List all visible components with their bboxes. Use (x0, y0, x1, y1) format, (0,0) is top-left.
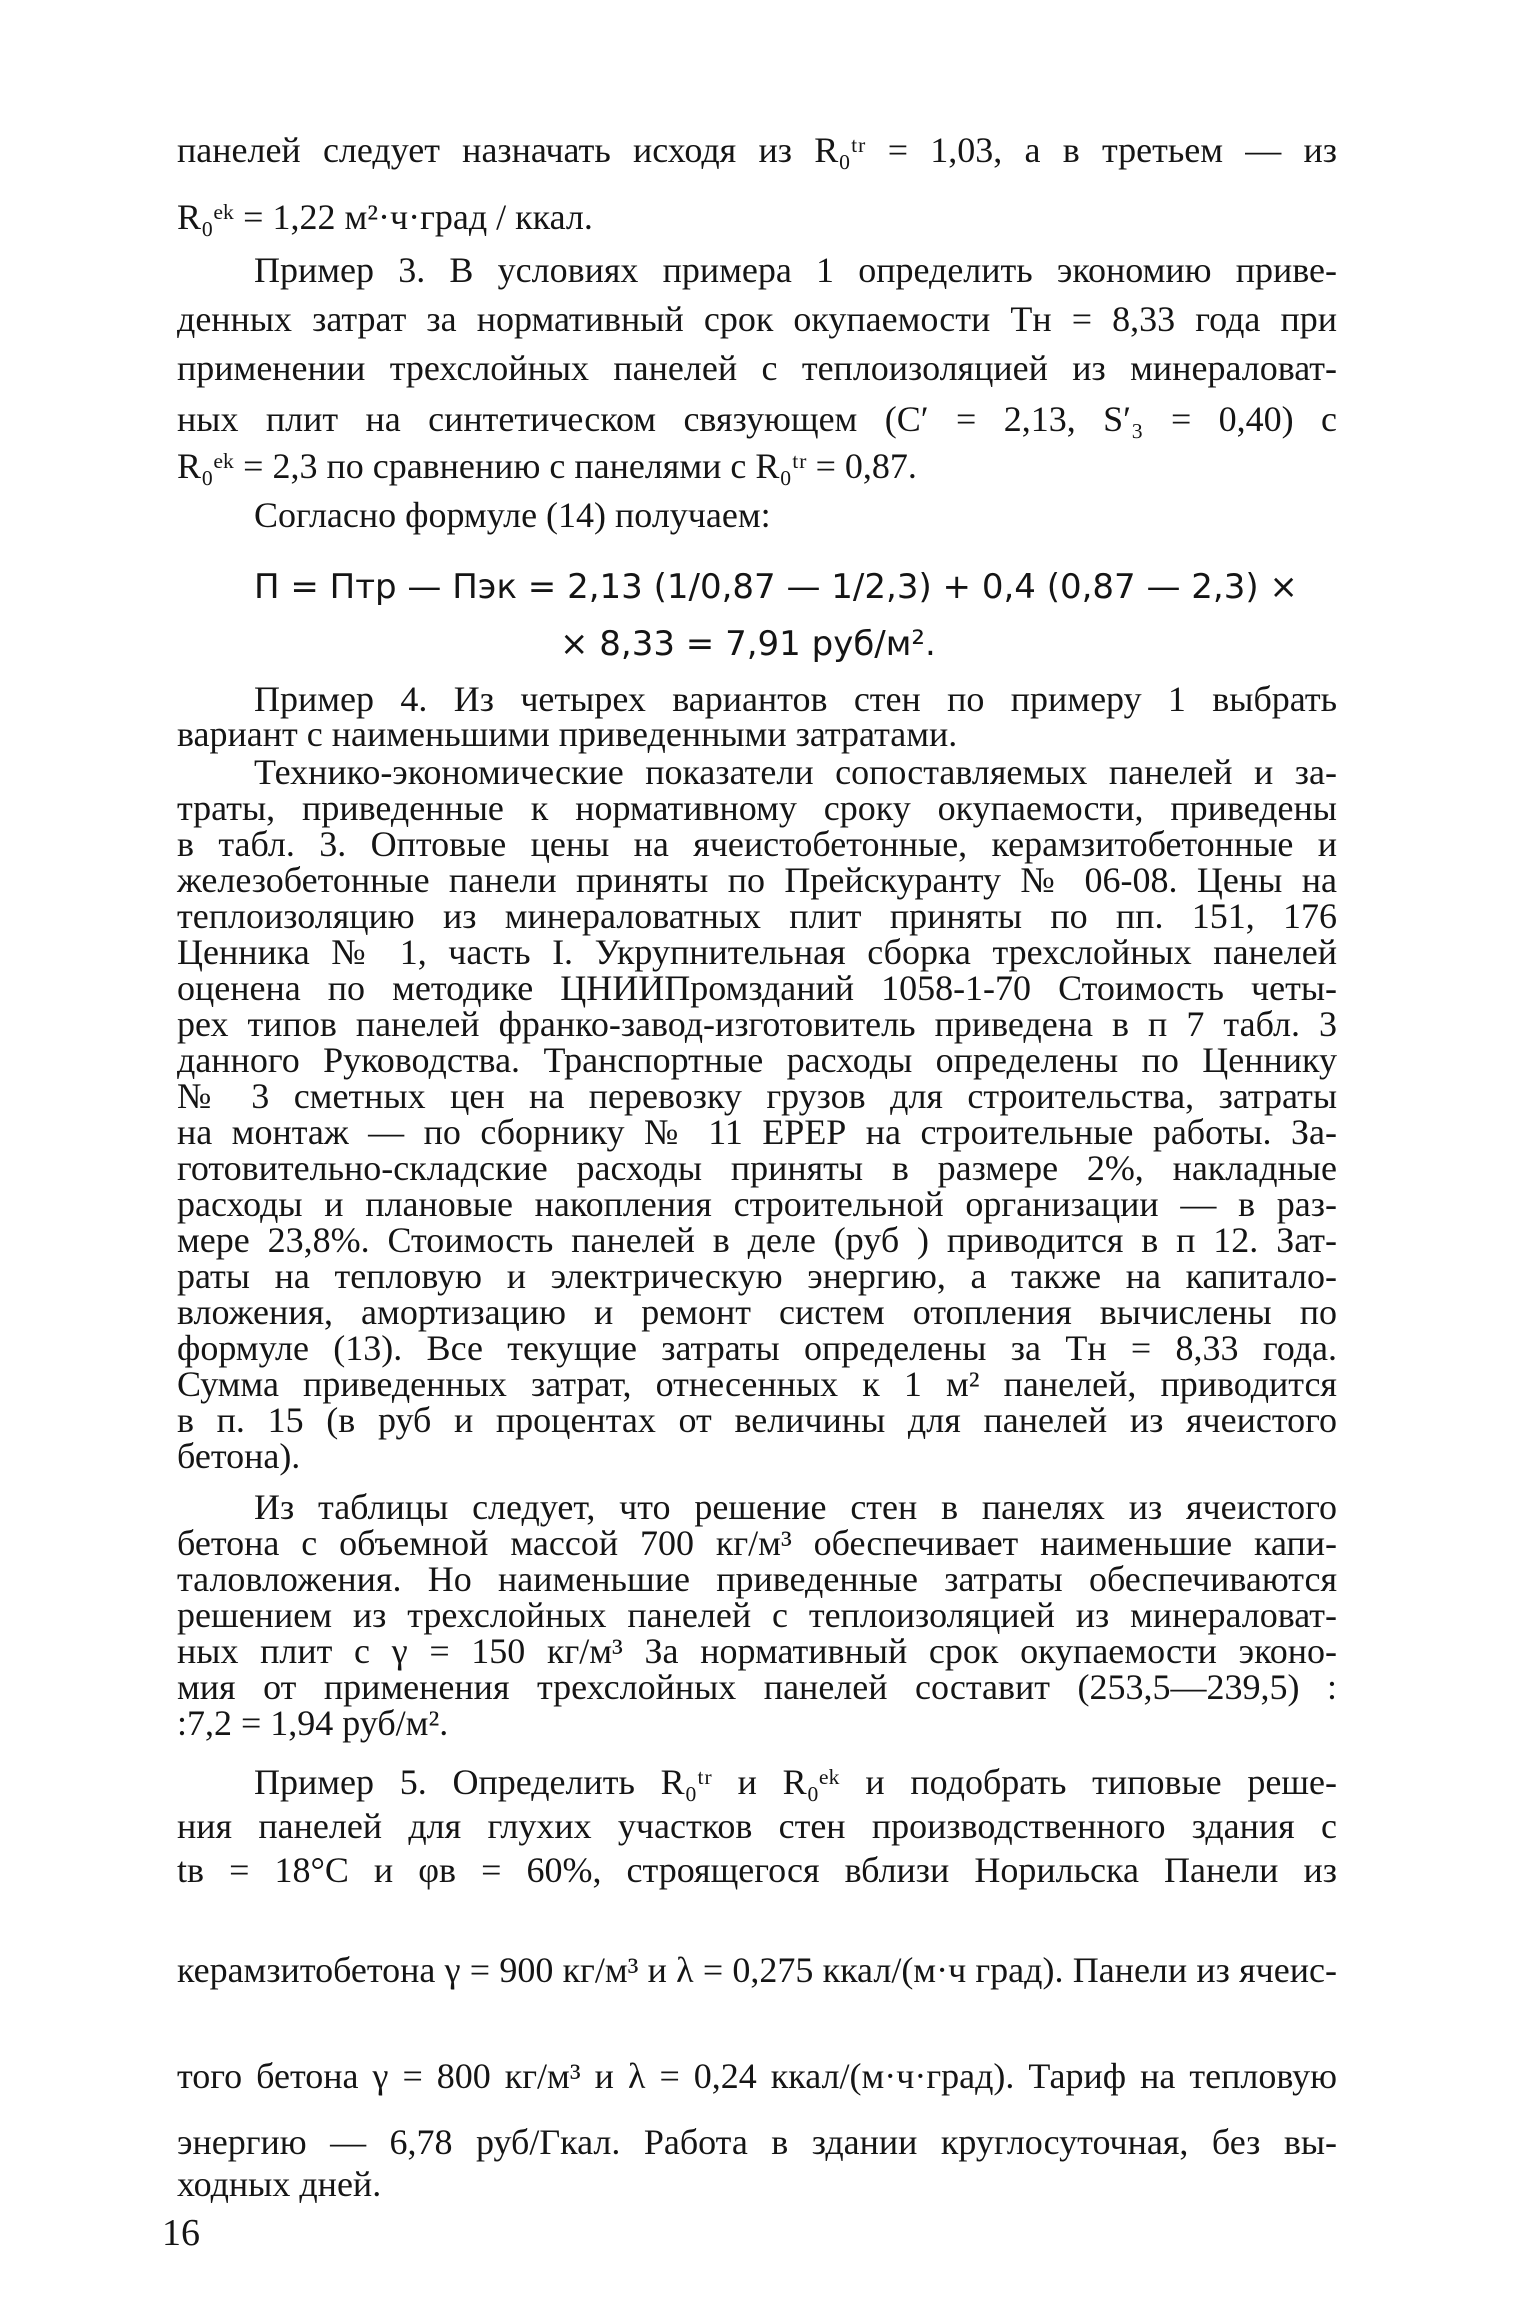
text-line: теплоизоляцию из минераловатных плит приняты по пп. 151, 176 (177, 896, 1337, 936)
text-line: применении трехслойных панелей с теплоизоляцией из минераловат- (177, 348, 1337, 388)
text-line: мия от применения трехслойных панелей составит (253,5—239,5) : (177, 1667, 1337, 1707)
text-line: ных плит с γ = 150 кг/м³ За нормативный срок окупаемости эконо- (177, 1631, 1337, 1671)
text-line: готовительно-складские расходы приняты в размере 2%, накладные (177, 1148, 1337, 1188)
text-line: керамзитобетона γ = 900 кг/м³ и λ = 0,275 ккал/(м·ч град). Панели из ячеис- (177, 1950, 1337, 1990)
text-line: ния панелей для глухих участков стен производственного здания с (177, 1806, 1337, 1846)
text-line: ходных дней. (177, 2164, 382, 2204)
text-line: таловложения. Но наименьшие приведенные затраты обеспечиваются (177, 1559, 1337, 1599)
formula-line: П = Птр — Пэк = 2,13 (1/0,87 — 1/2,3) + 0,4 (0,87 — 2,3) × (254, 567, 1298, 607)
text-line: того бетона γ = 800 кг/м³ и λ = 0,24 ккал/(м·ч·град). Тариф на тепловую (177, 2056, 1337, 2096)
text-line: Согласно формуле (14) получаем: (254, 495, 771, 535)
text-line: данного Руководства. Транспортные расходы определены по Ценнику (177, 1040, 1337, 1080)
text-line: на монтаж — по сборнику № 11 ЕРЕР на строительные работы. За- (177, 1112, 1337, 1152)
text-line: Пример 5. Определить R₀ᵗʳ и R₀ᵉᵏ и подобрать типовые реше- (254, 1762, 1337, 1802)
text-line: Сумма приведенных затрат, отнесенных к 1 м² панелей, приводится (177, 1364, 1337, 1404)
text-line: энергию — 6,78 руб/Гкал. Работа в здании круглосуточная, без вы- (177, 2122, 1337, 2162)
text-line: формуле (13). Все текущие затраты определены за Тн = 8,33 года. (177, 1328, 1337, 1368)
text-line: в табл. 3. Оптовые цены на ячеистобетонные, керамзитобетонные и (177, 824, 1337, 864)
formula-line: × 8,33 = 7,91 руб/м². (560, 624, 936, 664)
text-line: бетона). (177, 1436, 301, 1476)
text-line: Ценника № 1, часть I. Укрупнительная сборка трехслойных панелей (177, 932, 1337, 972)
text-line: tв = 18°С и φв = 60%, строящегося вблизи Норильска Панели из (177, 1850, 1337, 1890)
text-line: вложения, амортизацию и ремонт систем отопления вычислены по (177, 1292, 1337, 1332)
text-line: вариант с наименьшими приведенными затратами. (177, 714, 958, 754)
text-line: Из таблицы следует, что решение стен в панелях из ячеистого (254, 1487, 1337, 1527)
text-line: № 3 сметных цен на перевозку грузов для строительства, затраты (177, 1076, 1337, 1116)
text-line: траты, приведенные к нормативному сроку окупаемости, приведены (177, 788, 1337, 828)
text-line: мере 23,8%. Стоимость панелей в деле (руб ) приводится в п 12. Зат- (177, 1220, 1337, 1260)
text-line: железобетонные панели приняты по Прейскуранту № 06-08. Цены на (177, 860, 1337, 900)
text-line: денных затрат за нормативный срок окупаемости Тн = 8,33 года при (177, 299, 1337, 339)
text-line: решением из трехслойных панелей с теплоизоляцией из минераловат- (177, 1595, 1337, 1635)
text-line: оценена по методике ЦНИИПромзданий 1058-1-70 Стоимость четы- (177, 968, 1337, 1008)
text-line: расходы и плановые накопления строительной организации — в раз- (177, 1184, 1337, 1224)
text-line: Пример 3. В условиях примера 1 определить экономию приве- (254, 250, 1337, 290)
text-line: в п. 15 (в руб и процентах от величины для панелей из ячеистого (177, 1400, 1337, 1440)
text-line: Пример 4. Из четырех вариантов стен по примеру 1 выбрать (254, 679, 1337, 719)
text-line: рех типов панелей франко-завод-изготовитель приведена в п 7 табл. 3 (177, 1004, 1337, 1044)
text-line: панелей следует назначать исходя из R₀ᵗʳ = 1,03, а в третьем — из (177, 130, 1337, 170)
text-line: R₀ᵉᵏ = 2,3 по сравнению с панелями с R₀ᵗʳ = 0,87. (177, 446, 917, 486)
page-number: 16 (162, 2212, 200, 2254)
text-line: Технико-экономические показатели сопоставляемых панелей и за- (254, 752, 1337, 792)
text-line: раты на тепловую и электрическую энергию, а также на капитало- (177, 1256, 1337, 1296)
text-line: R₀ᵉᵏ = 1,22 м²·ч·град / ккал. (177, 197, 593, 237)
text-line: :7,2 = 1,94 руб/м². (177, 1703, 449, 1743)
text-line: ных плит на синтетическом связующем (C′ = 2,13, S′₃ = 0,40) с (177, 399, 1337, 439)
text-line: бетона с объемной массой 700 кг/м³ обеспечивает наименьшие капи- (177, 1523, 1337, 1563)
